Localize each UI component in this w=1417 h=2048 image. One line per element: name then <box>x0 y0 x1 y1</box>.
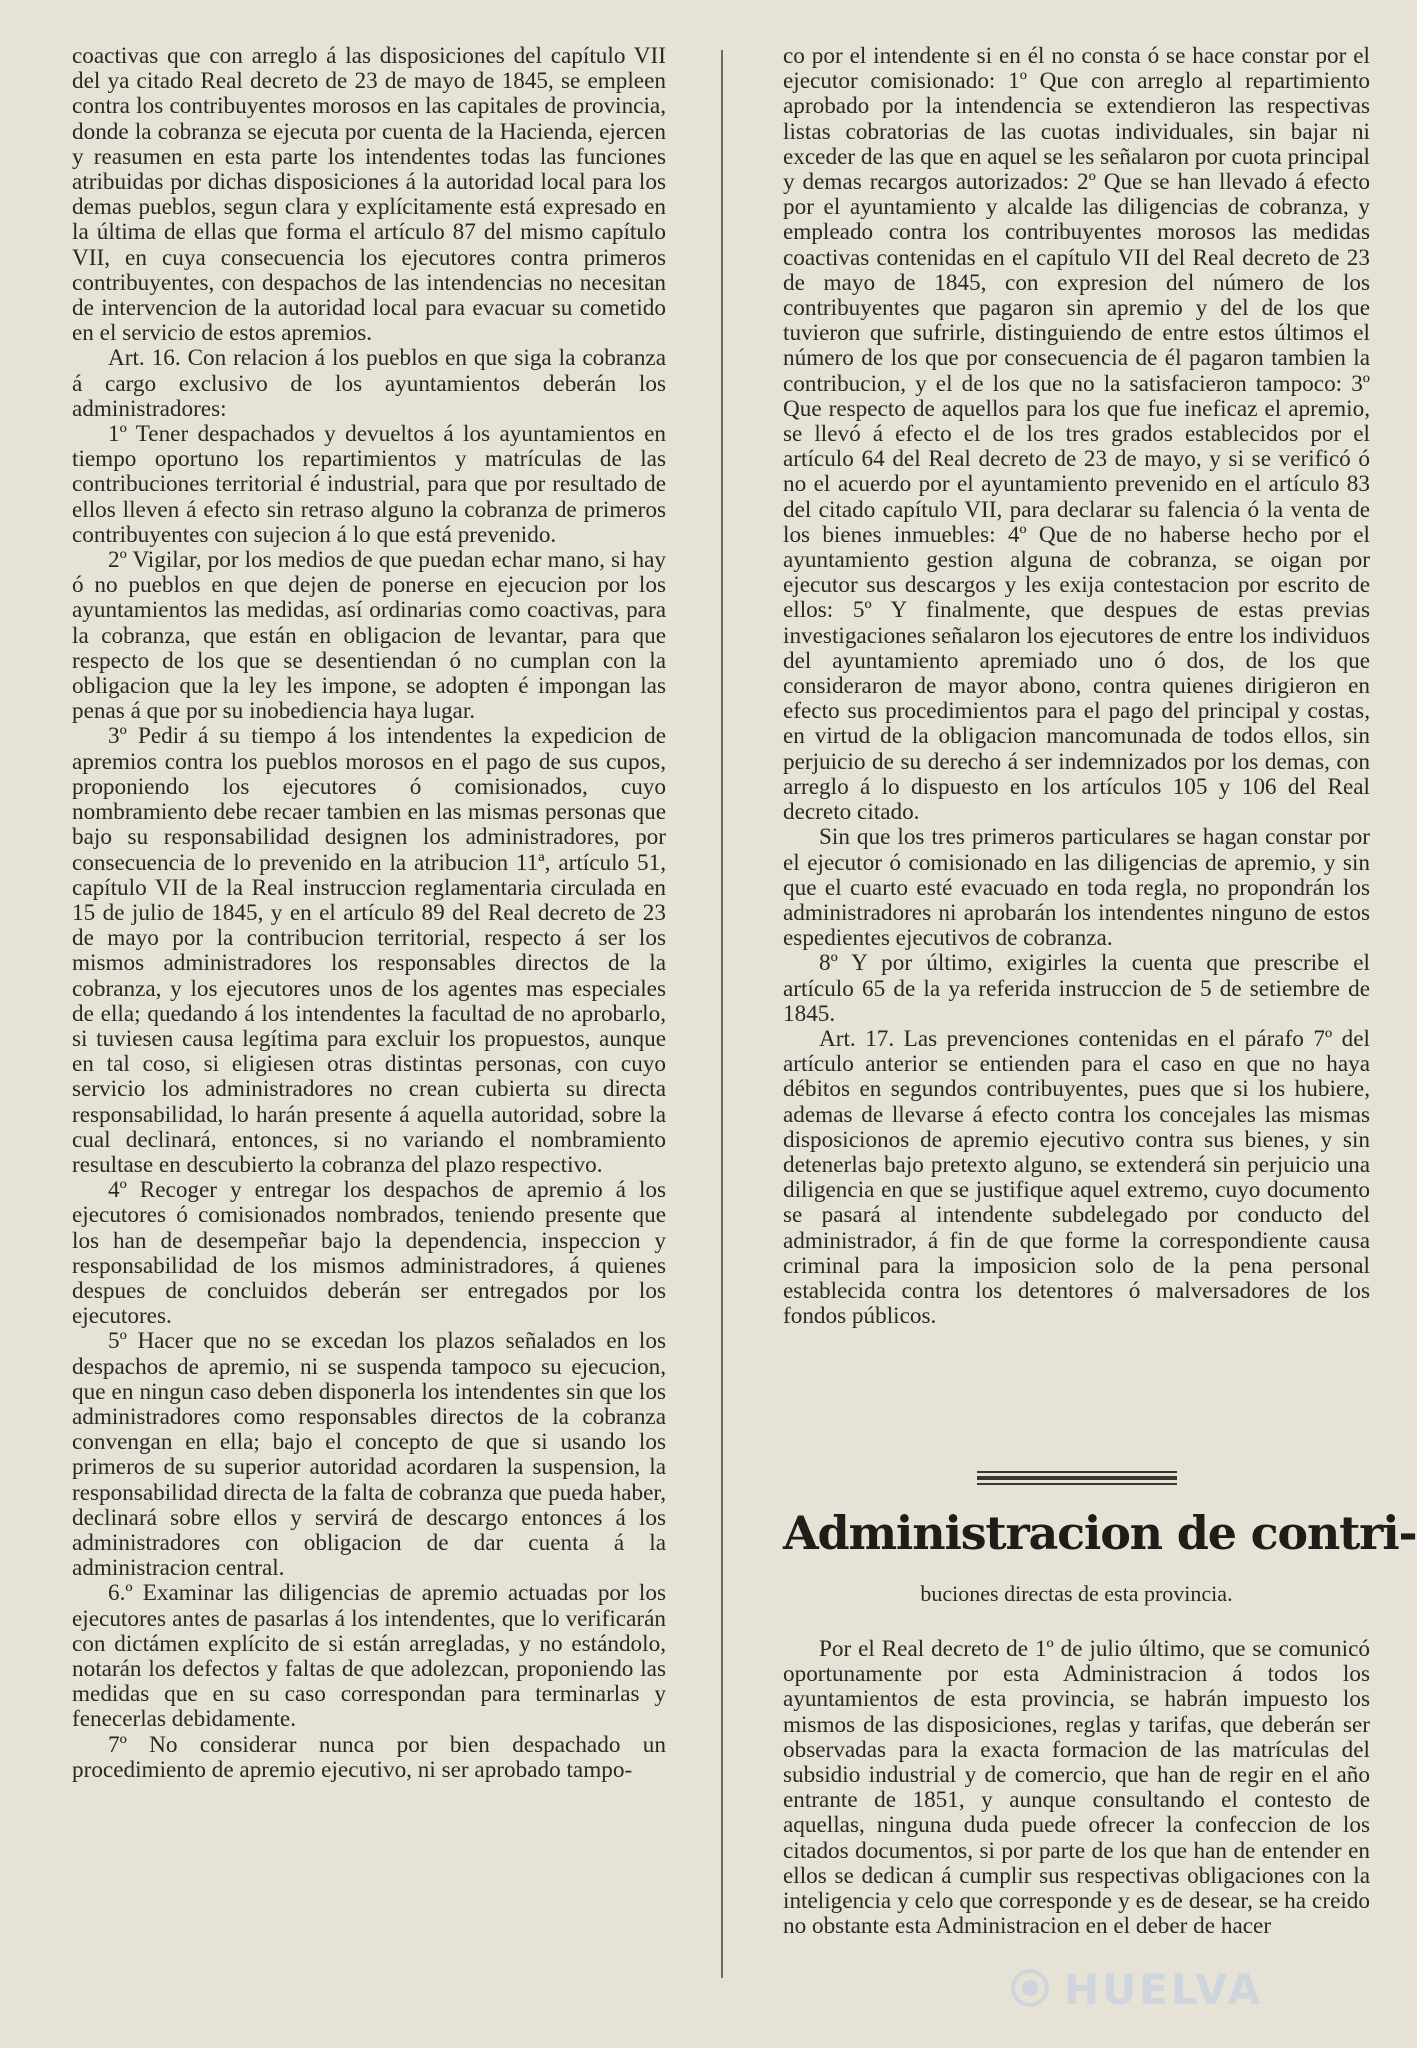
section-ornament-rule <box>977 1471 1177 1485</box>
watermark-text: HUELVA <box>1064 1965 1264 2014</box>
archive-watermark <box>1010 1965 1263 2015</box>
right-column <box>783 44 1370 1329</box>
left-column <box>72 44 666 1783</box>
left-paragraph: coactivas que con arreglo á las disposiciones del capítulo VII del ya citado Real decreto de 23 de mayo de 1845, se empleen contra los contribuyentes morosos en las capitales de provincia, donde la cobranza se ejecuta por cuenta de la Hacienda, ejercen y reasumen en esta parte los intendentes todas las funciones atribuidas por dichas disposiciones á la autoridad local para los demas pueblos, segun clara y explícitamente está expresado en la última de ellas que forma el artículo 87 del mismo capítulo VII, en cuya consecuencia los ejecutores contra primeros contribuyentes, con despachos de las intendencias no necesitan de intervencion de la autoridad local para evacuar su cometido en el servicio de estos apremios. <box>72 43 666 347</box>
emblem-icon <box>1010 1968 1050 2008</box>
column-divider <box>721 50 723 1978</box>
right-paragraph: Art. 17. Las prevenciones contenidas en el párafo 7º del artículo anterior se entienden para el caso en que no haya débitos en segundos contribuyentes, pues que si los hubiere, ademas de llevarse á efecto contra los concejales las mismas disposicionos de apremio ejecutivo contra sus bienes, y sin detenerlas bajo pretexto alguno, se extenderá sin perjuicio una diligencia en que se justifique aquel extremo, cuyo documento se pasará al intendente subdelegado por conducto del administrador, á fin de que forme la correspondiente causa criminal para la imposicion solo de la pena personal establecida contra los detentores ó malversadores de los fondos públicos. <box>783 1025 1370 1330</box>
left-paragraph: 4º Recoger y entregar los despachos de apremio á los ejecutores ó comisionados nombrados, teniendo presente que los han de desempeñar bajo la dependencia, inspeccion y responsabilidad de los mismos administradores, á quienes despues de concluidos deberán ser entregados por los ejecutores. <box>72 1177 666 1330</box>
right-paragraph: 8º Y por último, exigirles la cuenta que prescribe el artículo 65 de la ya referida instruccion de 5 de setiembre de 1845. <box>783 950 1370 1027</box>
left-paragraph: 3º Pedir á su tiempo á los intendentes la expedicion de apremios contra los pueblos morosos en el pago de sus cupos, proponiendo los ejecutores ó comisionados, cuyo nombramiento debe recaer tambien en las mismas personas que bajo su responsabilidad designen los administradores, por consecuencia de lo prevenido en la atribucion 11ª, artículo 51, capítulo VII de la Real instruccion reglamentaria circulada en 15 de julio de 1845, y en el artículo 89 del Real decreto de 23 de mayo por la contribucion territorial, respecto á ser los mismos administradores los responsables directos de la cobranza, y los ejecutores unos de los agentes mas especiales de ella; quedando á los intendentes la facultad de no aprobarlo, si tuviesen causa legítima para excluir los propuestos, aunque en tal coso, si eligiesen otras distintas personas, con cuyo servicio los administradores no crean cubierta su directa responsabilidad, lo harán presente á aquella autoridad, sobre la cual declinará, entonces, si no variando el nombramiento resultase en descubierto la cobranza del plazo respectivo. <box>72 723 666 1178</box>
section-body <box>783 1637 1370 1939</box>
left-paragraph: 1º Tener despachados y devueltos á los ayuntamientos en tiempo oportuno los repartimientos y matrículas de las contribuciones territorial é industrial, para que por resultado de ellos lleven á efecto sin retraso alguno la cobranza de primeros contribuyentes con sujecion á lo que está prevenido. <box>72 421 666 548</box>
left-paragraph: 2º Vigilar, por los medios de que puedan echar mano, si hay ó no pueblos en que dejen de ponerse en ejecucion por los ayuntamientos las medidas, así ordinarias como coactivas, para la cobranza, que están en obligacion de levantar, para que respecto de los que se desentiendan ó no cumplan con la obligacion que la ley les impone, se adopten é impongan las penas á que por su inobediencia haya lugar. <box>72 547 666 725</box>
left-paragraph: 5º Hacer que no se excedan los plazos señalados en los despachos de apremio, ni se suspenda tampoco su ejecucion, que en ningun caso deben disponerla los intendentes sin que los administradores como responsables directos de la cobranza convengan en ella; bajo el concepto de que si usando los primeros de su superior autoridad acordaren la suspension, la responsabilidad directa de la falta de cobranza que pueda haber, declinará sobre ellos y servirá de descargo entonces á los administradores con obligacion de dar cuenta á la administracion central. <box>72 1328 666 1582</box>
left-paragraph: 7º No considerar nunca por bien despachado un procedimiento de apremio ejecutivo, ni ser aprobado tampo- <box>72 1731 666 1783</box>
left-paragraph: 6.º Examinar las diligencias de apremio actuadas por los ejecutores antes de pasarlas á los intendentes, que lo verificarán con dictámen explícito de si están arregladas, y no estándolo, notarán los defectos y faltas de que adolezcan, proponiendo las medidas que en su caso correspondan para terminarlas y fenecerlas debidamente. <box>72 1580 666 1733</box>
section-subtitle: buciones directas de esta provincia. <box>920 1581 1233 1606</box>
left-paragraph: Art. 16. Con relacion á los pueblos en que siga la cobranza á cargo exclusivo de los ayuntamientos deberán los administradores: <box>72 345 666 422</box>
section-paragraph: Por el Real decreto de 1º de julio último, que se comunicó oportunamente por esta Administracion á todos los ayuntamientos de esta provincia, se habrán impuesto los mismos de las disposiciones, reglas y tarifas, que deberán ser observadas para la exacta formacion de las matrículas del subsidio industrial y de comercio, que han de regir en el año entrante de 1851, y aunque consultando el contesto de aquellas, ninguna duda puede ofrecer la confeccion de los citados documentos, si por parte de los que han de entender en ellos se dedican á cumplir sus respectivas obligaciones con la inteligencia y celo que corresponde y es de desear, se ha creido no obstante esta Administracion en el deber de hacer <box>783 1636 1370 1940</box>
section-title: Administracion de contri- <box>783 1506 1417 1560</box>
right-paragraph: co por el intendente si en él no consta ó se hace constar por el ejecutor comisionado: 1º Que con arreglo al repartimiento aprobado por la intendencia se extendieron las respectivas listas cobratorias de las cuotas individuales, sin bajar ni exceder de las que en aquel se les señalaron por cuota principal y demas recargos autorizados: 2º Que se han llevado á efecto por el ayuntamiento y alcalde las diligencias de cobranza, y empleado contra los contribuyentes morosos las medidas coactivas contenidas en el capítulo VII del Real decreto de 23 de mayo de 1845, con expresion del número de los contribuyentes que pagaron sin apremio y del de los que tuvieron que sufrirle, distinguiendo de entre estos últimos el número de los que por consecuencia de él pagaron tambien la contribucion, y el de los que no la satisfacieron tampoco: 3º Que respecto de aquellos para los que fue ineficaz el apremio, se llevó á efecto el de los tres grados establecidos por el artículo 64 del Real decreto de 23 de mayo, y si se verificó ó no el acuerdo por el ayuntamiento prevenido en el artículo 83 del citado capítulo VII, para declarar su falencia ó la venta de los bienes inmuebles: 4º Que de no haberse hecho por el ayuntamiento gestion alguna de cobranza, se oigan por ejecutor sus descargos y les exija contestacion por escrito de ellos: 5º Y finalmente, que despues de estas previas investigaciones señalaron los ejecutores de entre los individuos del ayuntamiento apremiado uno ó dos, de los que consideraron de mayor abono, contra quienes dirigieron en efecto sus procedimientos para el pago del principal y costas, en virtud de la obligacion mancomunada de todos ellos, sin perjuicio de su derecho á ser indemnizados por los demas, con arreglo á lo dispuesto en los artículos 105 y 106 del Real decreto citado. <box>783 43 1370 826</box>
right-paragraph: Sin que los tres primeros particulares se hagan constar por el ejecutor ó comisionado en las diligencias de apremio, y sin que el cuarto esté evacuado en toda regla, no propondrán los administradores ni aprobarán los intendentes ninguno de estos espedientes ejecutivos de cobranza. <box>783 824 1370 952</box>
